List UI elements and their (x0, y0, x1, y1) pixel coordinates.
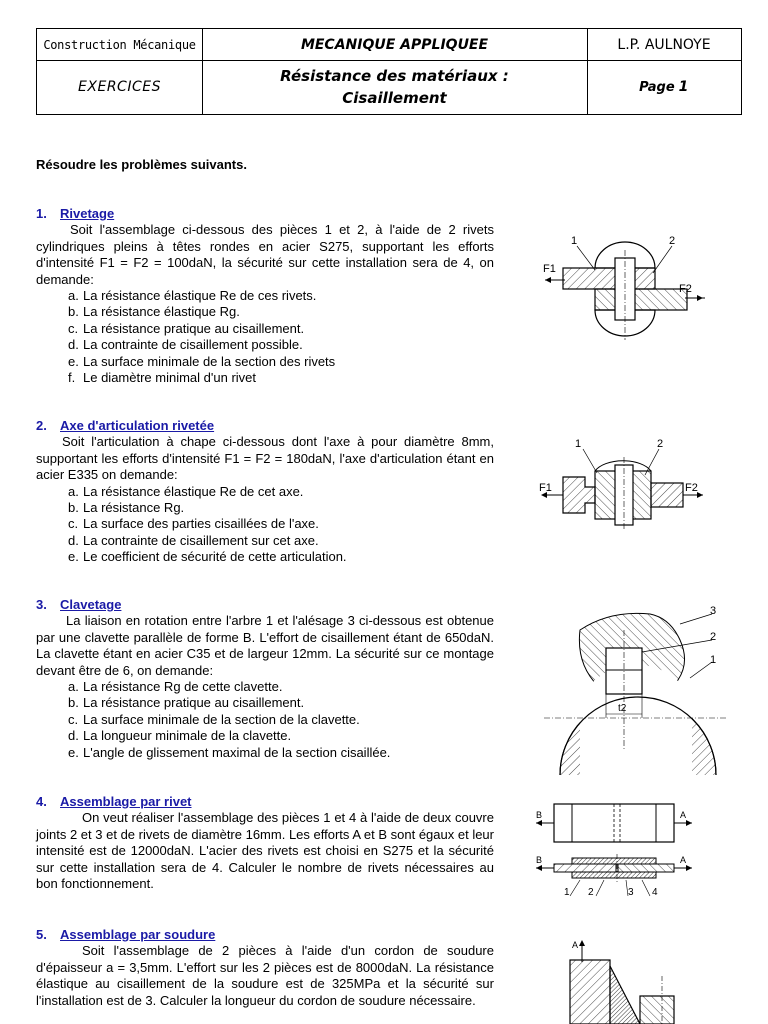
leader-line (645, 449, 659, 475)
label-f2: F2 (679, 283, 692, 295)
exercise-5 (36, 927, 494, 1009)
exercise-3-title (36, 597, 494, 613)
header-topic-line2: Cisaillement (342, 89, 447, 107)
figure-soudure (540, 936, 690, 1024)
exercise-5-statement (36, 943, 494, 1009)
arrow-head (686, 820, 692, 826)
leader-line (577, 246, 595, 270)
label-1: 1 (575, 438, 582, 450)
dim-label-t2: t2 (618, 703, 627, 714)
header-page-label: Page (639, 79, 675, 95)
figure-rivetage (535, 228, 705, 358)
intro-instruction: Résoudre les problèmes suivants. (36, 157, 247, 172)
header-page (587, 60, 741, 114)
label-2: 2 (657, 438, 664, 450)
statement-text: Soit l'assemblage de 2 pièces à l'aide d'un cordon de soudure d'épaisseur a = 3,5mm. L'effort sur les 2 pièces est de 8000daN. La résistance élastique au cisaillement de la soudure est de 325MPa et la sécurité sur l'installation est de 3. Calculer la longueur du cordon de soudure nécessaire. (36, 943, 494, 1008)
exercise-5-title (36, 927, 494, 943)
question-item: c. La résistance pratique au cisaillement. (68, 320, 305, 336)
header-course: MECANIQUE APPLIQUEE (300, 36, 489, 53)
arrow-head (697, 295, 703, 301)
welded-piece-vertical (570, 960, 610, 1024)
leader-line (642, 880, 650, 896)
exercise-number: 3. (36, 597, 47, 612)
label-3: 3 (628, 887, 634, 898)
leader-line (596, 880, 604, 896)
exercise-2-title (36, 418, 494, 434)
label-a: A (572, 940, 579, 950)
exercise-3 (36, 597, 494, 761)
exercise-title-text: Axe d'articulation rivetée (60, 418, 215, 433)
exercise-1-title (36, 206, 494, 222)
exercise-title-text: Rivetage (60, 206, 115, 221)
header-subject: Construction Mécanique (43, 37, 196, 52)
exercise-1 (36, 206, 494, 386)
label-f2: F2 (685, 482, 698, 494)
leader-line (653, 246, 672, 273)
question-item: d. La longueur minimale de la clavette. (68, 728, 292, 744)
exercise-title-text: Assemblage par soudure (60, 927, 216, 942)
header-page-number: 1 (678, 79, 689, 95)
label-a: A (680, 855, 687, 865)
weld-bead (610, 966, 640, 1024)
header-type: EXERCICES (78, 79, 161, 95)
question-item: a. La résistance élastique Re de cet axe. (68, 483, 304, 499)
statement-text: Soit l'articulation à chape ci-dessous dont l'axe à pour diamètre 8mm, supportant les efforts d'intensité F1 = F2 = 180daN, l'axe d'articulation étant en acier E335 on demande: (36, 434, 494, 483)
leader-line (570, 880, 580, 896)
question-item: c. La surface des parties cisaillées de l'axe. (68, 516, 319, 532)
header-topic-line1: Résistance des matériaux : (280, 67, 509, 85)
label-2: 2 (710, 631, 717, 643)
figure-articulation (535, 435, 705, 535)
header-topic (202, 60, 587, 114)
question-item: b. La résistance Rg. (68, 500, 185, 516)
arrow-head (579, 940, 585, 946)
leader-line (680, 614, 712, 624)
arrow-head (697, 492, 703, 498)
cover-plate-3 (572, 872, 656, 878)
label-1: 1 (564, 887, 570, 898)
exercise-3-questions (36, 679, 494, 761)
statement-text: La liaison en rotation entre l'arbre 1 et l'alésage 3 ci-dessous est obtenue par une clavette parallèle de forme B. L'effort de cisaillement étant de 650daN. La clavette étant en acier C35 et de largeur 12mm. La sécurité sur ce montage devant être de 6, on demande: (36, 613, 494, 678)
exercise-title-text: Assemblage par rivet (60, 794, 192, 809)
exercise-number: 4. (36, 794, 47, 809)
label-b: B (536, 855, 543, 865)
plate-1 (563, 268, 655, 289)
question-item: e. L'angle de glissement maximal de la section cisaillée. (68, 744, 391, 760)
exercise-2-questions (36, 484, 494, 566)
exercise-3-statement (36, 613, 494, 679)
cover-plate-2 (572, 858, 656, 864)
statement-text: On veut réaliser l'assemblage des pièces 1 et 4 à l'aide de deux couvre joints 2 et 3 et de rivets de diamètre 16mm. Les efforts A et B sont égaux et leur intensité est de 12000daN. L'acier des rivets est choisi en S275 et la sécurité sur cette installation sera de 4. Calculer le nombre de rivets nécessaires au bon fonctionnement. (36, 810, 494, 892)
statement-text: Soit l'assemblage ci-dessous des pièces 1 et 2, à l'aide de 2 rivets cylindriques pleins à têtes rondes en acier S275, supportant les efforts d'intensité F1 = F2 = 100daN, la sécurité sur cette installation sera de 4, on demande: (36, 222, 494, 287)
question-item: d. La contrainte de cisaillement sur cet axe. (68, 532, 319, 548)
label-a: A (680, 810, 687, 820)
plate-1-section (554, 864, 616, 872)
exercise-4 (36, 794, 494, 892)
header-table (36, 28, 742, 115)
exercise-number: 2. (36, 418, 47, 433)
label-3: 3 (710, 605, 717, 617)
question-item: a. La résistance Rg de cette clavette. (68, 679, 283, 695)
arrow-head (536, 865, 542, 871)
leader-line (583, 449, 597, 473)
arrow-head (686, 865, 692, 871)
header-school: L.P. AULNOYE (617, 36, 711, 53)
question-item: c. La surface minimale de la section de la clavette. (68, 711, 360, 727)
exercise-title-text: Clavetage (60, 597, 122, 612)
exercise-4-title (36, 794, 494, 810)
question-item: e. Le coefficient de sécurité de cette articulation. (68, 549, 347, 565)
welded-piece-horizontal (640, 996, 674, 1024)
figure-assemblage-rivet (530, 796, 700, 906)
arrow-head (536, 820, 542, 826)
exercise-number: 1. (36, 206, 47, 221)
exercise-2 (36, 418, 494, 566)
plate-2 (595, 289, 687, 310)
exercise-4-statement (36, 810, 494, 892)
question-item: a. La résistance élastique Re de ces rivets. (68, 288, 317, 304)
exercise-1-questions (36, 288, 494, 386)
clevis-piece-1 (563, 477, 595, 513)
label-4: 4 (652, 887, 658, 898)
label-2: 2 (669, 235, 676, 247)
label-f1: F1 (543, 263, 556, 275)
plate-4-section (618, 864, 674, 872)
arrow-head (545, 277, 551, 283)
leader-line (690, 662, 712, 678)
label-1: 1 (710, 654, 717, 666)
question-item: d. La contrainte de cisaillement possible. (68, 337, 303, 353)
question-item: e. La surface minimale de la section des rivets (68, 353, 336, 369)
label-1: 1 (571, 235, 578, 247)
question-item: b. La résistance élastique Rg. (68, 304, 240, 320)
exercise-1-statement (36, 222, 494, 288)
label-f1: F1 (539, 482, 552, 494)
label-b: B (536, 810, 543, 820)
exercise-2-statement (36, 434, 494, 483)
label-2: 2 (588, 887, 594, 898)
question-item: f. Le diamètre minimal d'un rivet (68, 370, 256, 386)
figure-clavetage (540, 600, 730, 775)
exercise-number: 5. (36, 927, 47, 942)
question-item: b. La résistance pratique au cisaillement. (68, 695, 305, 711)
tenon-piece-2 (651, 483, 683, 507)
